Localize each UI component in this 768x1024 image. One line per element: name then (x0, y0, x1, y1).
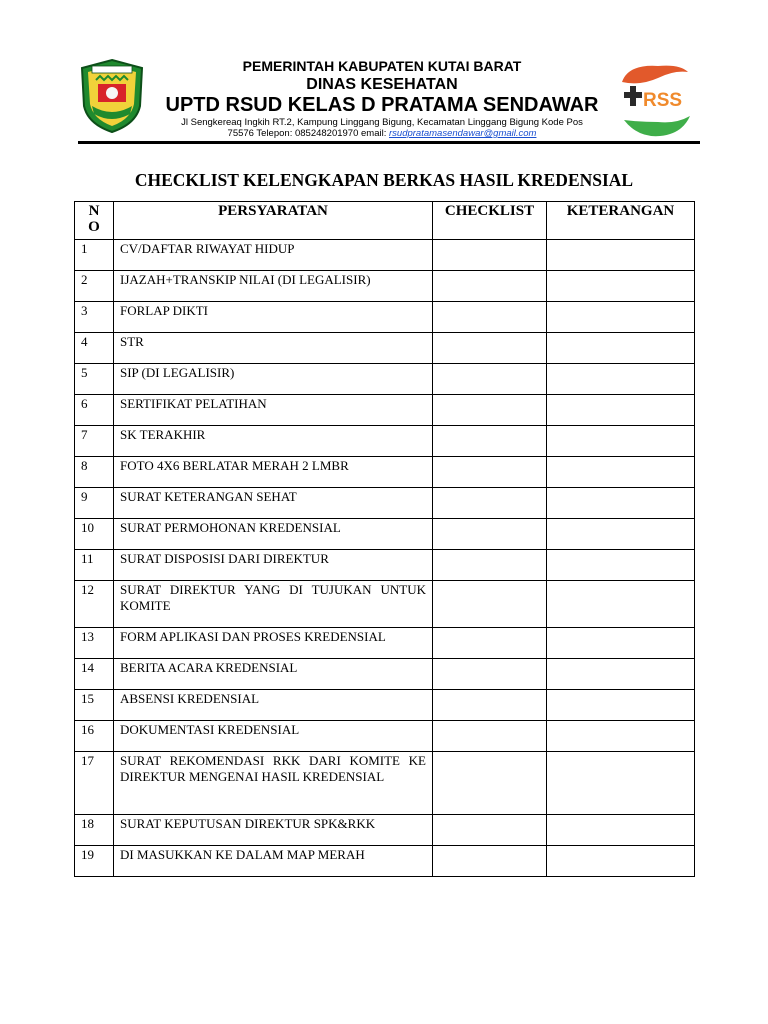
row-number: 18 (75, 815, 114, 846)
row-requirement: SURAT KETERANGAN SEHAT (114, 488, 433, 519)
row-requirement: SURAT DISPOSISI DARI DIREKTUR (114, 550, 433, 581)
letterhead-address: Jl Sengkereaq Ingkih RT.2, Kampung Linggang Bigung, Kecamatan Linggang Bigung Kode Pos (181, 117, 583, 128)
table-row (75, 659, 695, 690)
row-requirement: SURAT REKOMENDASI RKK DARI KOMITE KE DIREKTUR MENGENAI HASIL KREDENSIAL (114, 752, 433, 815)
row-checklist-cell[interactable] (433, 519, 547, 550)
row-checklist-cell[interactable] (433, 271, 547, 302)
row-requirement: IJAZAH+TRANSKIP NILAI (DI LEGALISIR) (114, 271, 433, 302)
row-number: 12 (75, 581, 114, 628)
row-requirement: SURAT KEPUTUSAN DIREKTUR SPK&RKK (114, 815, 433, 846)
row-requirement: CV/DAFTAR RIWAYAT HIDUP (114, 240, 433, 271)
row-number: 2 (75, 271, 114, 302)
table-row (75, 426, 695, 457)
row-requirement: SURAT DIREKTUR YANG DI TUJUKAN UNTUK KOMITE (114, 581, 433, 628)
table-row (75, 395, 695, 426)
table-row (75, 752, 695, 815)
row-checklist-cell[interactable] (433, 457, 547, 488)
row-requirement: STR (114, 333, 433, 364)
table-row (75, 488, 695, 519)
table-row (75, 846, 695, 877)
letterhead-government-line: PEMERINTAH KABUPATEN KUTAI BARAT (242, 58, 522, 74)
row-number: 6 (75, 395, 114, 426)
row-checklist-cell[interactable] (433, 815, 547, 846)
row-notes-cell[interactable] (547, 395, 695, 426)
table-row (75, 628, 695, 659)
table-row (75, 519, 695, 550)
row-requirement: SIP (DI LEGALISIR) (114, 364, 433, 395)
row-notes-cell[interactable] (547, 846, 695, 877)
header-number (75, 202, 114, 240)
letterhead-contact (152, 128, 612, 139)
credential-checklist-table (74, 201, 695, 877)
row-notes-cell[interactable] (547, 519, 695, 550)
row-notes-cell[interactable] (547, 302, 695, 333)
row-notes-cell[interactable] (547, 690, 695, 721)
row-notes-cell[interactable] (547, 240, 695, 271)
row-checklist-cell[interactable] (433, 659, 547, 690)
row-notes-cell[interactable] (547, 364, 695, 395)
row-notes-cell[interactable] (547, 488, 695, 519)
table-row (75, 364, 695, 395)
header-number-line2: O (88, 218, 100, 235)
row-number: 1 (75, 240, 114, 271)
row-notes-cell[interactable] (547, 426, 695, 457)
row-checklist-cell[interactable] (433, 488, 547, 519)
row-number: 13 (75, 628, 114, 659)
table-row (75, 333, 695, 364)
table-body (75, 240, 695, 877)
row-notes-cell[interactable] (547, 457, 695, 488)
letterhead-department-line: DINAS KESEHATAN (306, 76, 458, 93)
row-number: 9 (75, 488, 114, 519)
row-notes-cell[interactable] (547, 550, 695, 581)
rss-hospital-logo (618, 60, 694, 140)
row-requirement: BERITA ACARA KREDENSIAL (114, 659, 433, 690)
table-row (75, 457, 695, 488)
row-checklist-cell[interactable] (433, 550, 547, 581)
row-notes-cell[interactable] (547, 333, 695, 364)
letterhead-divider (78, 141, 700, 144)
table-row (75, 815, 695, 846)
table-row (75, 581, 695, 628)
letterhead-email-link[interactable]: rsudpratamasendawar@gmail.com (389, 128, 537, 139)
row-number: 7 (75, 426, 114, 457)
row-requirement: SK TERAKHIR (114, 426, 433, 457)
row-number: 3 (75, 302, 114, 333)
row-requirement: FOTO 4X6 BERLATAR MERAH 2 LMBR (114, 457, 433, 488)
table-row (75, 240, 695, 271)
row-checklist-cell[interactable] (433, 846, 547, 877)
header-notes: KETERANGAN (547, 202, 695, 240)
table-row (75, 271, 695, 302)
row-notes-cell[interactable] (547, 581, 695, 628)
table-row (75, 721, 695, 752)
row-requirement: FORM APLIKASI DAN PROSES KREDENSIAL (114, 628, 433, 659)
row-notes-cell[interactable] (547, 271, 695, 302)
row-notes-cell[interactable] (547, 659, 695, 690)
row-checklist-cell[interactable] (433, 628, 547, 659)
row-requirement: SERTIFIKAT PELATIHAN (114, 395, 433, 426)
letterhead-contact-text: 75576 Telepon: 085248201970 email: (227, 128, 389, 139)
row-requirement: DI MASUKKAN KE DALAM MAP MERAH (114, 846, 433, 877)
header-checklist: CHECKLIST (433, 202, 547, 240)
row-notes-cell[interactable] (547, 815, 695, 846)
row-checklist-cell[interactable] (433, 333, 547, 364)
table-row (75, 550, 695, 581)
row-requirement: FORLAP DIKTI (114, 302, 433, 333)
kutai-barat-emblem-logo (78, 58, 146, 134)
row-number: 4 (75, 333, 114, 364)
row-checklist-cell[interactable] (433, 752, 547, 815)
row-checklist-cell[interactable] (433, 721, 547, 752)
row-requirement: DOKUMENTASI KREDENSIAL (114, 721, 433, 752)
row-number: 19 (75, 846, 114, 877)
row-requirement: ABSENSI KREDENSIAL (114, 690, 433, 721)
document-title: CHECKLIST KELENGKAPAN BERKAS HASIL KREDENSIAL (134, 170, 634, 190)
header-number-line1: N (88, 203, 100, 219)
row-number: 8 (75, 457, 114, 488)
row-notes-cell[interactable] (547, 628, 695, 659)
row-number: 10 (75, 519, 114, 550)
header-requirement: PERSYARATAN (114, 202, 433, 240)
row-number: 5 (75, 364, 114, 395)
table-row (75, 302, 695, 333)
letterhead (74, 56, 700, 146)
row-number: 15 (75, 690, 114, 721)
row-number: 14 (75, 659, 114, 690)
row-checklist-cell[interactable] (433, 426, 547, 457)
row-checklist-cell[interactable] (433, 240, 547, 271)
row-checklist-cell[interactable] (433, 690, 547, 721)
row-checklist-cell[interactable] (433, 364, 547, 395)
table-row (75, 690, 695, 721)
row-number: 16 (75, 721, 114, 752)
row-notes-cell[interactable] (547, 752, 695, 815)
row-checklist-cell[interactable] (433, 395, 547, 426)
row-number: 17 (75, 752, 114, 815)
row-checklist-cell[interactable] (433, 581, 547, 628)
row-checklist-cell[interactable] (433, 302, 547, 333)
row-notes-cell[interactable] (547, 721, 695, 752)
row-number: 11 (75, 550, 114, 581)
rss-logo-lettering: RSS (643, 90, 683, 111)
row-requirement: SURAT PERMOHONAN KREDENSIAL (114, 519, 433, 550)
table-header-row (75, 202, 695, 240)
letterhead-hospital-name: UPTD RSUD KELAS D PRATAMA SENDAWAR (165, 94, 599, 116)
